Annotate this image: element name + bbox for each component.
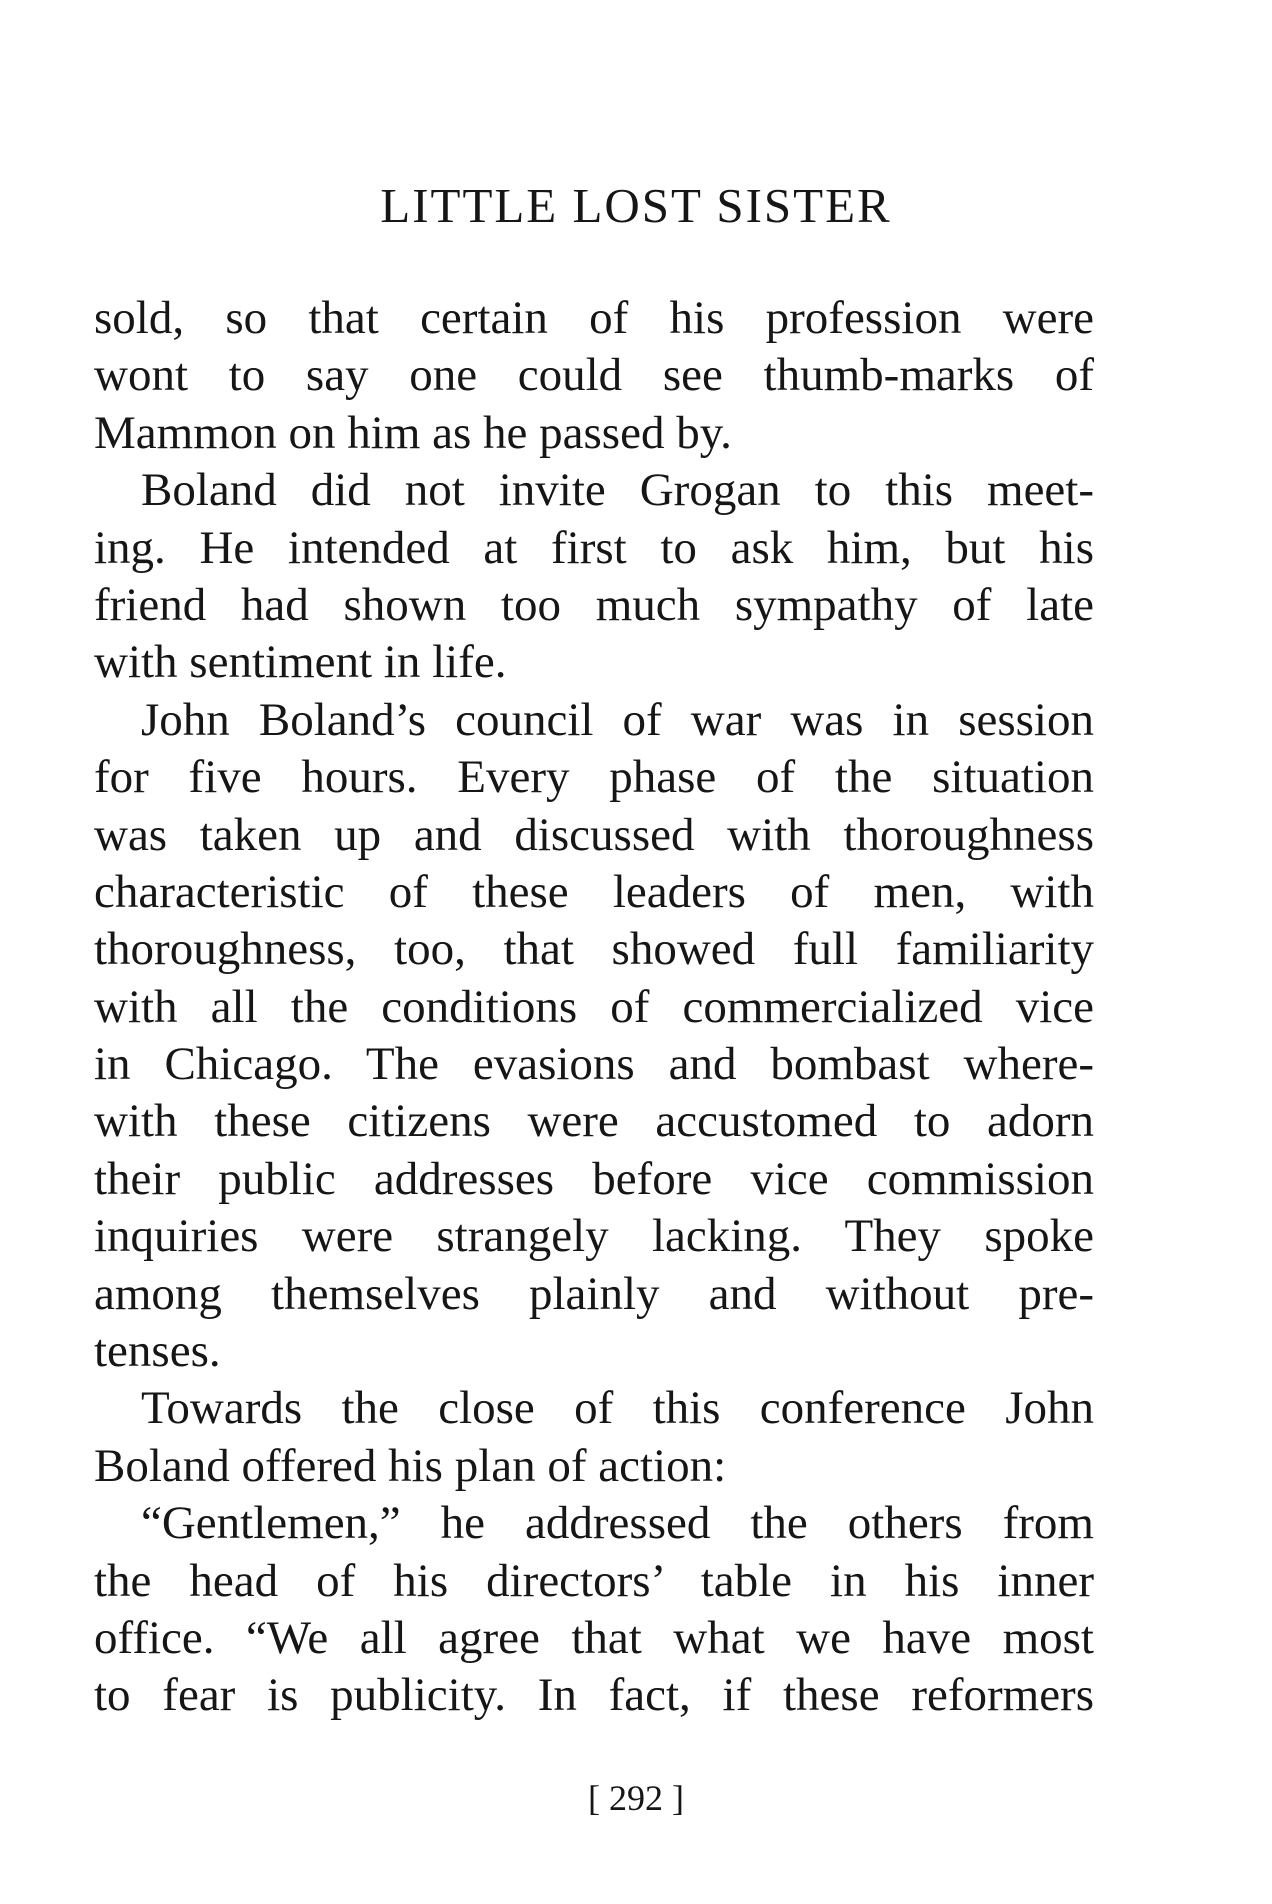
text-line: with all the conditions of commercialized vice <box>94 980 1094 1033</box>
text-line: Boland did not invite Grogan to this meet- <box>141 464 1094 517</box>
text-line: John Boland’s council of war was in session <box>141 693 1094 746</box>
text-line: Towards the close of this conference John <box>141 1382 1094 1435</box>
text-line: ing. He intended at first to ask him, but his <box>94 521 1094 574</box>
text-line: tenses. <box>94 1325 221 1378</box>
text-line: among themselves plainly and without pre- <box>94 1267 1094 1320</box>
text-line: inquiries were strangely lacking. They spoke <box>94 1210 1094 1263</box>
running-head: LITTLE LOST SISTER <box>380 178 892 233</box>
text-line: Boland offered his plan of action: <box>94 1439 727 1492</box>
text-line: their public addresses before vice commission <box>94 1152 1094 1205</box>
text-line: to fear is publicity. In fact, if these reformers <box>94 1669 1094 1722</box>
page-number: [ 292 ] <box>588 1778 684 1818</box>
text-line: “Gentlemen,” he addressed the others from <box>141 1497 1094 1550</box>
text-line: thoroughness, too, that showed full familiarity <box>94 923 1094 976</box>
text-line: Mammon on him as he passed by. <box>94 406 732 459</box>
text-line: office. “We all agree that what we have most <box>94 1611 1094 1664</box>
text-line: sold, so that certain of his profession were <box>94 292 1094 344</box>
text-line: the head of his directors’ table in his inner <box>94 1554 1094 1607</box>
text-line: with sentiment in life. <box>94 636 507 689</box>
text-line: wont to say one could see thumb-marks of <box>94 349 1094 402</box>
text-line: in Chicago. The evasions and bombast where- <box>94 1038 1094 1091</box>
body-text <box>94 290 1094 1725</box>
text-line: characteristic of these leaders of men, with <box>94 865 1094 918</box>
text-line: with these citizens were accustomed to adorn <box>94 1095 1094 1148</box>
text-line: for five hours. Every phase of the situation <box>94 751 1094 804</box>
text-line: was taken up and discussed with thoroughness <box>94 808 1094 861</box>
text-line: friend had shown too much sympathy of late <box>94 578 1094 631</box>
